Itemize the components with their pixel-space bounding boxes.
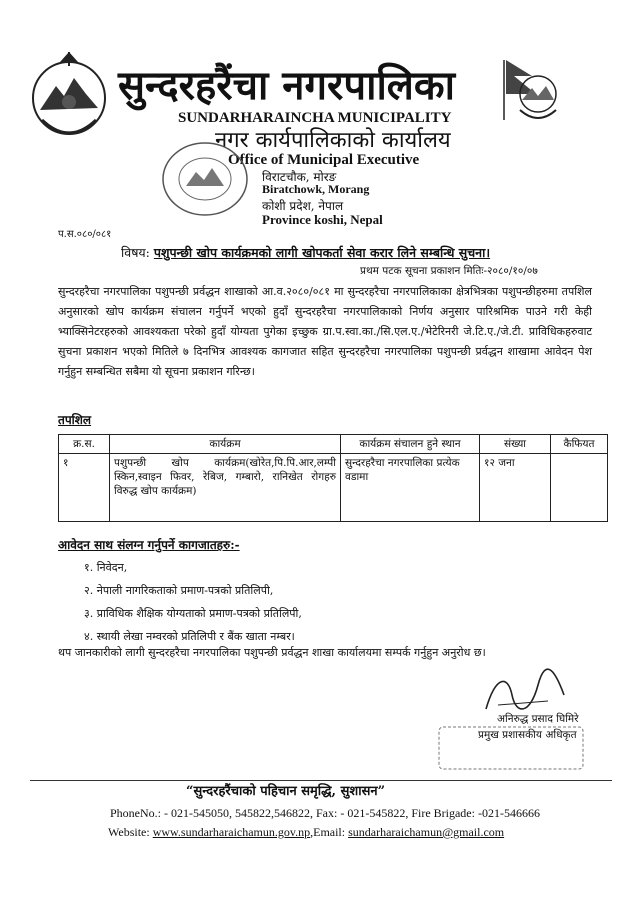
nepal-emblem-icon [28, 50, 110, 150]
office-title-en: Office of Municipal Executive [228, 152, 420, 168]
details-section-title: तपशिल [58, 413, 92, 427]
footer-motto: “सुन्दरहरैंचाको पहिचान समृद्धि, सुशासन” [186, 784, 386, 799]
municipality-title-np: सुन्दरहरैंचा नगरपालिका [118, 62, 456, 109]
website-label: Website: [108, 825, 153, 839]
list-item: ३. प्राविधिक शैक्षिक योग्यताको प्रमाण-पत्रको प्रतिलिपी, [84, 607, 302, 620]
publish-date: प्रथम पटक सूचना प्रकाशन मितिः-२०८०/१०/०७ [360, 265, 538, 277]
list-item: १. निवेदन, [84, 561, 128, 574]
list-item: २. नेपाली नागरिकताको प्रमाण-पत्रको प्रतिलिपी, [84, 584, 274, 597]
subject-text: पशुपन्छी खोप कार्यक्रमको लागी खोपकर्ता सेवा करार लिने सम्बन्धि सुचना। [153, 245, 491, 260]
address-en: Biratchowk, Morang [262, 182, 370, 196]
reference-number: प.स.०८०/०८१ [58, 229, 112, 240]
cell-remarks [551, 454, 608, 522]
documents-title: आवेदन साथ संलग्न गर्नुपर्ने कागजातहरु:- [58, 538, 240, 552]
address-np: विराटचौक, मोरङ [262, 170, 337, 184]
subject-line [121, 244, 490, 261]
header-program: कार्यक्रम [110, 435, 341, 454]
province-en: Province koshi, Nepal [262, 212, 383, 227]
footer-phone: PhoneNo.: - 021-545050, 545822,546822, Fax: - 021-545822, Fire Brigade: -021-546666 [110, 806, 540, 820]
header-location: कार्यक्रम संचालन हुने स्थान [341, 435, 480, 454]
header-count: संख्या [480, 435, 551, 454]
cell-sn: १ [59, 454, 110, 522]
website-link[interactable]: www.sundarharaichamun.gov.np [152, 825, 311, 839]
notice-body: सुन्दरहरैचा नगरपालिका पशुपन्छी प्रर्वद्धन शाखाको आ.व.२०८०/०८१ मा सुन्दरहरैचा नगरपालिकाका क्षेत्रभित्रका पशुपन्छीहरुमा तपशिल अनुसारको खोप कार्यक्रम संचालन गर्नुपर्ने भएको हुदाँ सुन्दरहरैचा नगरपालिकाको निर्णय अनुसार पारिश्रमिक पाउने गरी केही भ्याक्सिनेटरहरुको आवश्यकता परेको हुदाँ योग्यता पुगेका इच्छुक ग्रा.प.स्वा.का./सि.एल.ए./भेटेरिनरी जे.टि.ए./जे.टी. प्राविधिकहरुवाट सुचना प्रकाशन भएको मितिले ७ दिनभित्र आवश्यक कागजात सहित सुन्दरहरैचा नगरपालिका पशुपन्छी प्रर्वद्धन शाखामा आवेदन पेश गर्नुहुन सम्बन्धित सबैमा यो सूचना प्रकाशन गरिन्छ। [58, 285, 592, 378]
list-item: ४. स्थायी लेखा नम्वरको प्रतिलिपी र बैंक खाता नम्बर। [84, 630, 295, 643]
municipality-title-en: SUNDARHARAINCHA MUNICIPALITY [178, 110, 452, 126]
municipality-logo-icon [492, 50, 572, 135]
cell-program: पशुपन्छी खोप कार्यक्रम(खोरेत,पि.पि.आर,लम्पी स्किन,स्वाइन फिवर, रेबिज, गम्बारो, रानिखेत रोगहरु विरुद्ध खोप कार्यक्रम) [110, 454, 341, 522]
email-link[interactable]: sundarharaichamun@gmail.com [348, 825, 505, 839]
office-stamp-icon [160, 140, 250, 218]
signatory-name: अनिरुद्ध प्रसाद घिमिरे [497, 713, 579, 725]
contact-note: थप जानकारीको लागी सुन्दरहरैचा नगरपालिका पशुपन्छी प्रर्वद्धन शाखा कार्यालयमा सम्पर्क गर्नुहुन अनुरोध छ। [58, 646, 486, 659]
cell-count: १२ जना [480, 454, 551, 522]
table-header-row [59, 435, 608, 454]
subject-label: विषय: [121, 245, 150, 260]
signatory-stamp-icon [437, 725, 585, 771]
signatory-title: प्रमुख प्रशासकीय अधिकृत [478, 729, 577, 741]
footer-web [108, 825, 504, 840]
cell-location: सुन्दरहरैचा नगरपालिका प्रत्येक वडामा [341, 454, 480, 522]
email-label: ,Email: [310, 825, 349, 839]
table-row [59, 454, 608, 522]
documents-list [84, 556, 302, 648]
header-sn: क्र.स. [59, 435, 110, 454]
details-table [58, 434, 608, 522]
header-remarks: कैफियत [551, 435, 608, 454]
office-title-np: नगर कार्यपालिकाको कार्यालय [215, 128, 451, 153]
province-np: कोशी प्रदेश, नेपाल [262, 199, 344, 213]
